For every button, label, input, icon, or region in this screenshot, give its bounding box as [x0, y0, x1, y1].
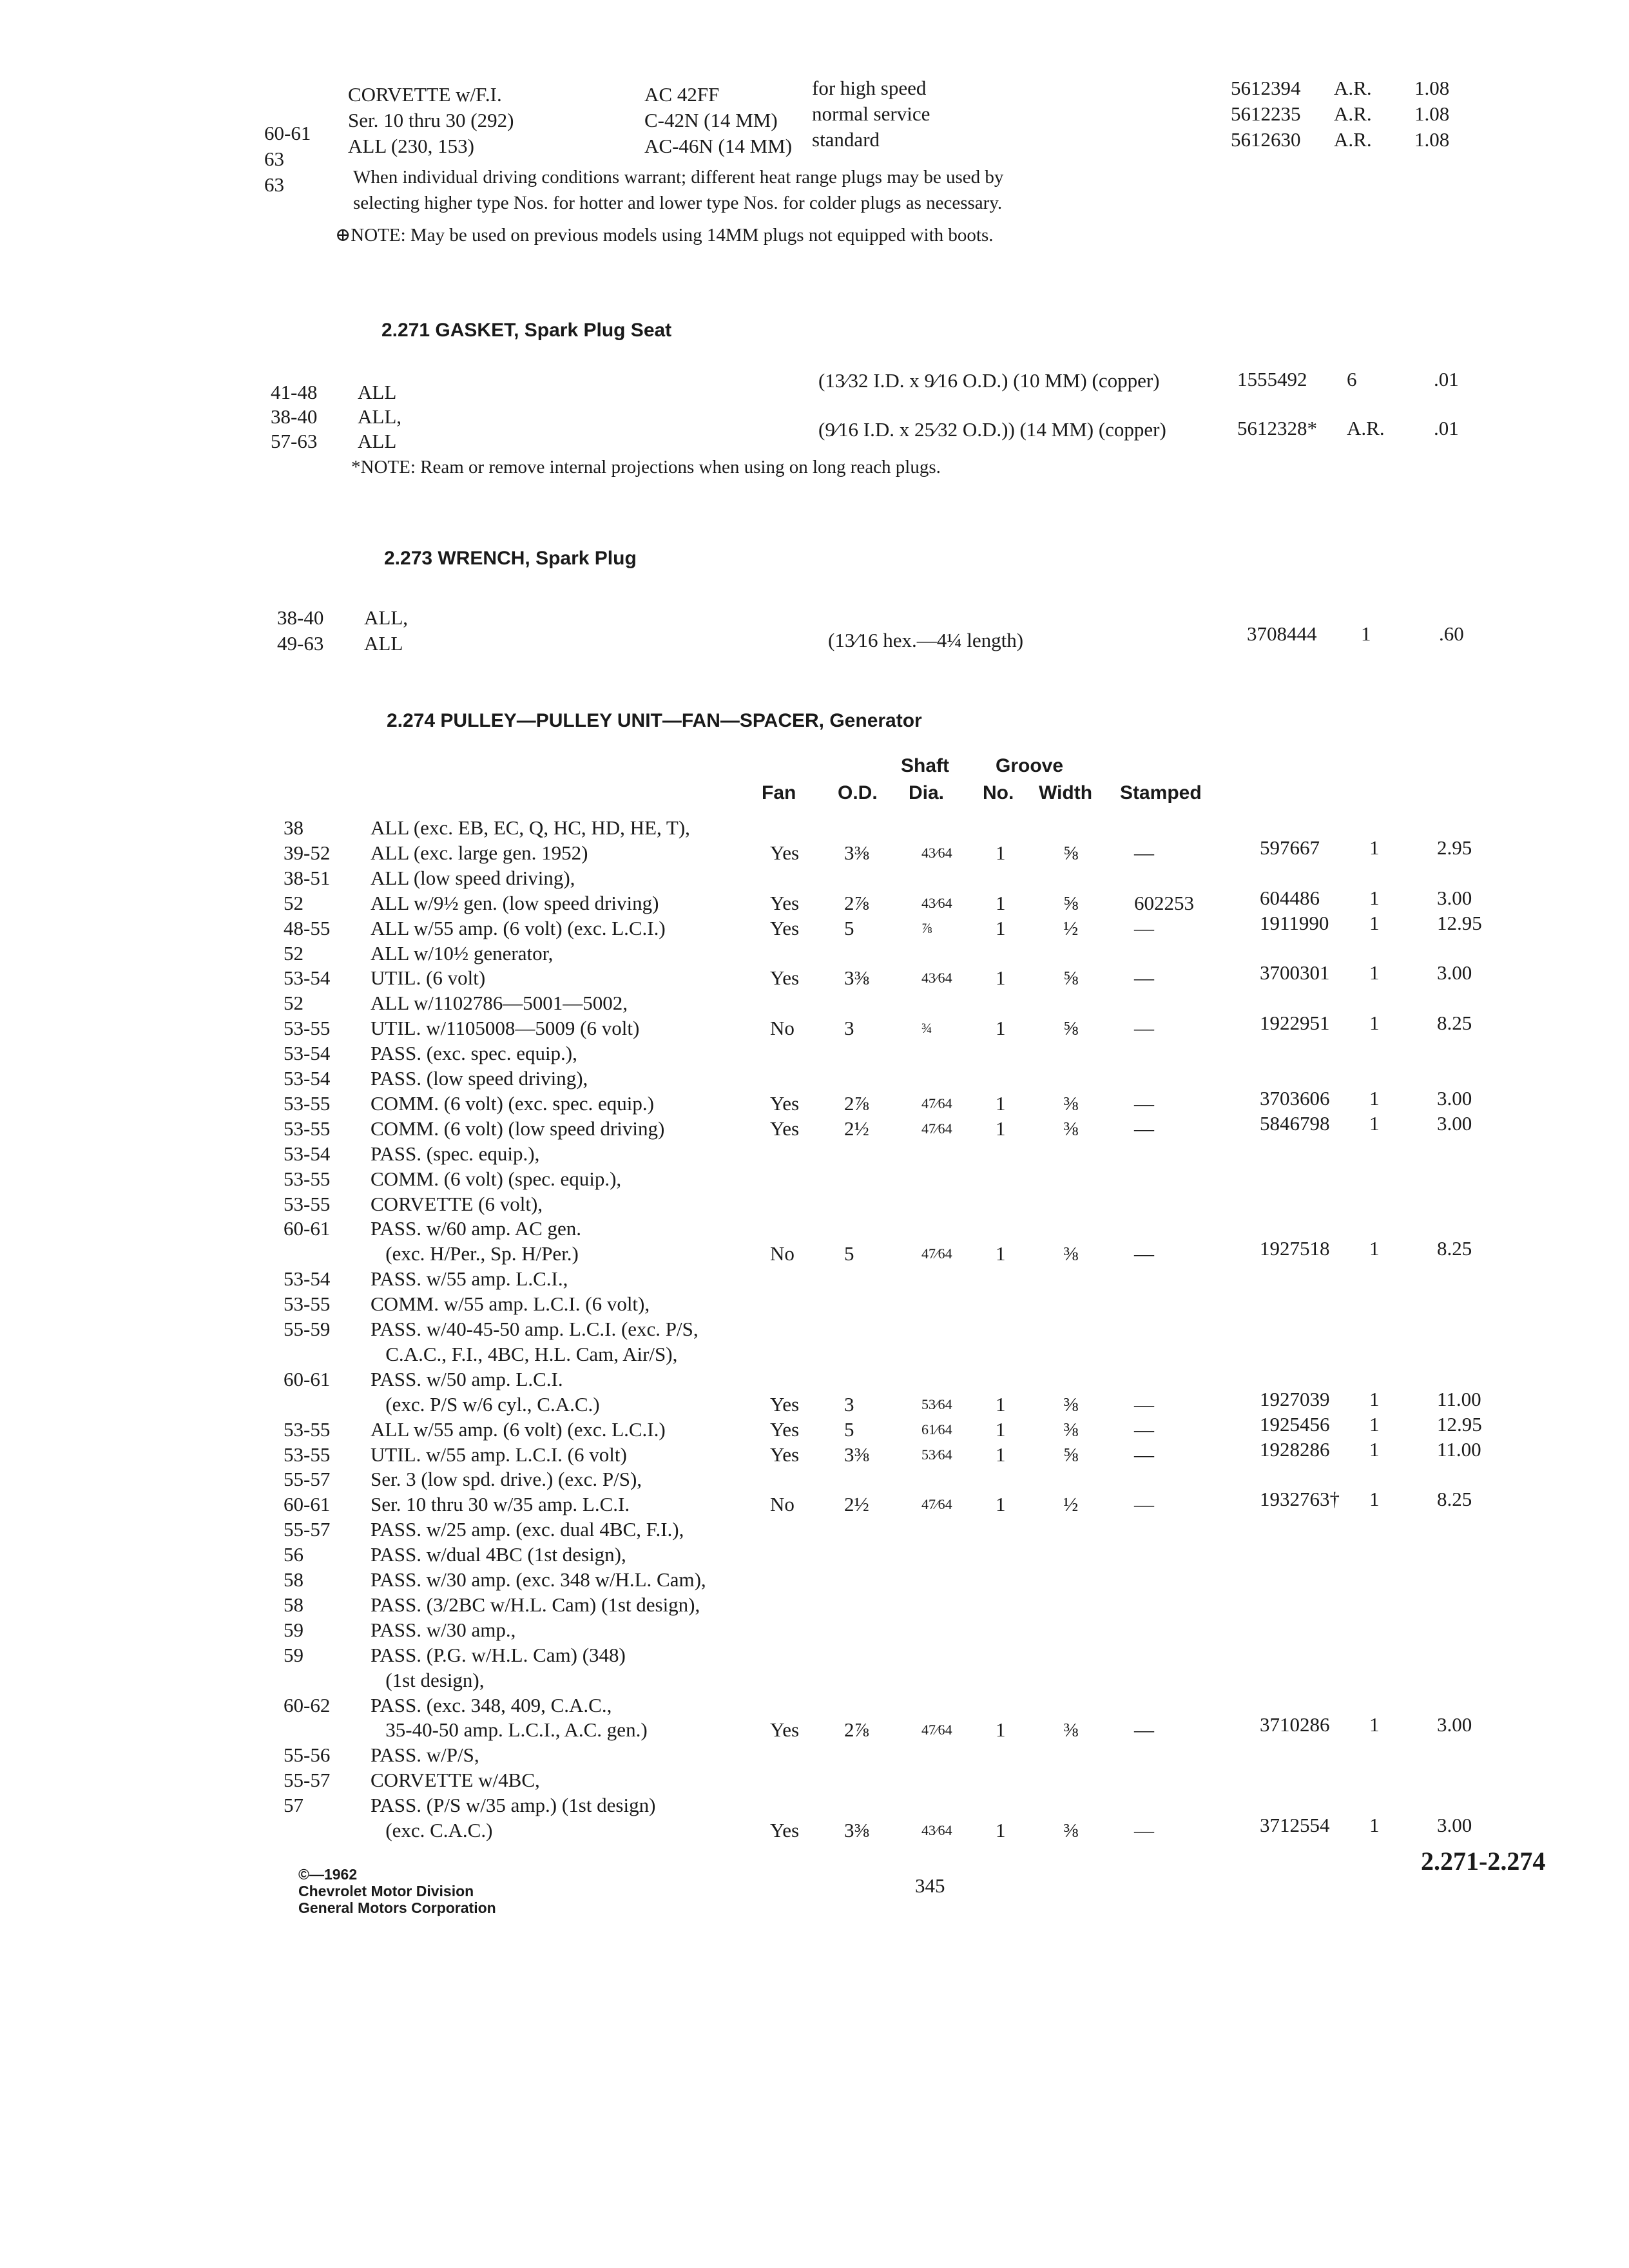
od-cell: 3⅜: [844, 1443, 869, 1466]
part-number-cell: 3700301: [1260, 961, 1330, 984]
price-cell: 2.95: [1437, 836, 1472, 859]
description-cell: (13⁄16 hex.—4¼ length): [828, 629, 1024, 651]
groove-no-cell: 1: [996, 1393, 1006, 1416]
application-cell: PASS. w/40-45-50 amp. L.C.I. (exc. P/S,: [371, 1318, 699, 1340]
part-number-cell: 3703606: [1260, 1087, 1330, 1110]
fan-cell: No: [770, 1017, 795, 1039]
groove-width-cell: ⅜: [1063, 1092, 1079, 1115]
division-line: Chevrolet Motor Division: [298, 1883, 474, 1899]
year-cell: 55-57: [284, 1518, 331, 1541]
od-cell: 3: [844, 1393, 854, 1416]
fan-cell: Yes: [770, 1718, 800, 1741]
groove-width-cell: ⅝: [1063, 966, 1079, 989]
stamped-cell: —: [1134, 1443, 1154, 1466]
description-cell: (9⁄16 I.D. x 25⁄32 O.D.)) (14 MM) (copper): [818, 418, 1166, 441]
fan-cell: Yes: [770, 1117, 800, 1140]
part-number-cell: 604486: [1260, 887, 1320, 909]
part-number-cell: 1925456: [1260, 1413, 1330, 1436]
year-cell: 55-57: [284, 1769, 331, 1791]
quantity-cell: A.R.: [1334, 128, 1372, 151]
shaft-dia-cell: 61⁄64: [921, 1421, 952, 1437]
quantity-cell: 1: [1369, 1713, 1380, 1736]
application-cell: PASS. w/50 amp. L.C.I.: [371, 1368, 563, 1390]
shaft-dia-cell: 47⁄64: [921, 1245, 952, 1262]
application-cell: Ser. 3 (low spd. drive.) (exc. P/S),: [371, 1468, 642, 1490]
part-number-cell: 3710286: [1260, 1713, 1330, 1736]
application-cell: ALL: [364, 632, 403, 655]
price-cell: 3.00: [1437, 1112, 1472, 1135]
year-cell: 53-54: [284, 966, 331, 989]
od-cell: 5: [844, 917, 854, 939]
year-cell: 48-55: [284, 917, 331, 939]
year-cell: 38-40: [271, 405, 318, 428]
shaft-dia-cell: 53⁄64: [921, 1396, 952, 1412]
shaft-dia-cell: 47⁄64: [921, 1496, 952, 1512]
part-number-cell: 1932763†: [1260, 1488, 1340, 1510]
fan-cell: Yes: [770, 1418, 800, 1441]
application-cell: ALL (exc. EB, EC, Q, HC, HD, HE, T),: [371, 816, 690, 839]
year-cell: 60-61: [284, 1493, 331, 1515]
fan-cell: Yes: [770, 1393, 800, 1416]
shaft-dia-cell: 47⁄64: [921, 1722, 952, 1738]
shaft-dia-cell: 43⁄64: [921, 970, 952, 986]
section-number: 2.271-2.274: [1421, 1847, 1546, 1876]
fan-cell: Yes: [770, 1819, 800, 1841]
quantity-cell: A.R.: [1334, 77, 1372, 99]
application-cell: PASS. w/30 amp.,: [371, 1619, 516, 1641]
year-cell: 53-55: [284, 1117, 331, 1140]
plug-note-line-3: ⊕NOTE: May be used on previous models using 14MM plugs not equipped with boots.: [335, 225, 994, 245]
wrench-heading: 2.273 WRENCH, Spark Plug: [384, 548, 637, 569]
year-cell: 49-63: [277, 632, 324, 655]
year-cell: 56: [284, 1543, 304, 1566]
year-cell: 53-55: [284, 1193, 331, 1215]
application-cell: ALL w/55 amp. (6 volt) (exc. L.C.I.): [371, 917, 666, 939]
application-cell: (exc. P/S w/6 cyl., C.A.C.): [371, 1393, 600, 1416]
quantity-cell: 1: [1361, 622, 1371, 645]
od-cell: 2½: [844, 1117, 869, 1140]
price-cell: 12.95: [1437, 912, 1482, 934]
part-number-cell: 5612328*: [1237, 417, 1317, 439]
groove-width-cell: ⅜: [1063, 1418, 1079, 1441]
application-cell: 35-40-50 amp. L.C.I., A.C. gen.): [371, 1718, 648, 1741]
price-cell: 3.00: [1437, 1814, 1472, 1836]
year-cell: 55-56: [284, 1744, 331, 1766]
stamped-cell: —: [1134, 1493, 1154, 1515]
shaft-dia-cell: 53⁄64: [921, 1446, 952, 1463]
od-cell: 3: [844, 1017, 854, 1039]
quantity-cell: 1: [1369, 1814, 1380, 1836]
year-cell: 53-55: [284, 1443, 331, 1466]
application-cell: UTIL. w/1105008—5009 (6 volt): [371, 1017, 640, 1039]
quantity-cell: A.R.: [1334, 102, 1372, 125]
quantity-cell: 6: [1347, 368, 1357, 390]
plug-type-cell: AC-46N (14 MM): [644, 135, 793, 157]
year-cell: 58: [284, 1593, 304, 1616]
price-cell: 11.00: [1437, 1438, 1481, 1461]
shaft-dia-cell: 43⁄64: [921, 895, 952, 911]
copyright-line: ©—1962: [298, 1866, 358, 1883]
application-cell: UTIL. (6 volt): [371, 966, 486, 989]
quantity-cell: 1: [1369, 961, 1380, 984]
groove-no-cell: 1: [996, 1819, 1006, 1841]
application-cell: ALL: [358, 381, 397, 403]
application-cell: PASS. w/30 amp. (exc. 348 w/H.L. Cam),: [371, 1568, 706, 1591]
year-cell: 53-54: [284, 1067, 331, 1090]
application-cell: Ser. 10 thru 30 w/35 amp. L.C.I.: [371, 1493, 630, 1515]
part-number-cell: 1927039: [1260, 1388, 1330, 1410]
application-cell: PASS. w/60 amp. AC gen.: [371, 1217, 581, 1240]
plug-type-cell: C-42N (14 MM): [644, 109, 778, 131]
part-number-cell: 1928286: [1260, 1438, 1330, 1461]
groove-width-cell: ½: [1063, 1493, 1079, 1515]
quantity-cell: 1: [1369, 887, 1380, 909]
price-cell: 3.00: [1437, 1087, 1472, 1110]
stamped-cell: —: [1134, 1017, 1154, 1039]
year-cell: 55-57: [284, 1468, 331, 1490]
year-cell: 60-62: [284, 1694, 331, 1716]
application-cell: COMM. (6 volt) (exc. spec. equip.): [371, 1092, 654, 1115]
groove-no-cell: 1: [996, 1418, 1006, 1441]
year-cell: 58: [284, 1568, 304, 1591]
part-number-cell: 1922951: [1260, 1012, 1330, 1034]
application-cell: ALL,: [364, 606, 409, 629]
application-cell: PASS. w/dual 4BC (1st design),: [371, 1543, 626, 1566]
fan-cell: Yes: [770, 841, 800, 864]
quantity-cell: 1: [1369, 1388, 1380, 1410]
part-number-cell: 5612394: [1231, 77, 1301, 99]
quantity-cell: A.R.: [1347, 417, 1385, 439]
column-header-dia: Dia.: [909, 782, 945, 803]
application-cell: COMM. (6 volt) (spec. equip.),: [371, 1168, 622, 1190]
groove-no-cell: 1: [996, 966, 1006, 989]
fan-cell: Yes: [770, 917, 800, 939]
part-number-cell: 1911990: [1260, 912, 1329, 934]
quantity-cell: 1: [1369, 1087, 1380, 1110]
stamped-cell: —: [1134, 1393, 1154, 1416]
groove-width-cell: ⅝: [1063, 1443, 1079, 1466]
description-cell: (13⁄32 I.D. x 9⁄16 O.D.) (10 MM) (copper): [818, 369, 1160, 392]
groove-no-cell: 1: [996, 1017, 1006, 1039]
part-number-cell: 5846798: [1260, 1112, 1330, 1135]
column-header-stamped: Stamped: [1120, 782, 1202, 803]
year-cell: 60-61: [284, 1368, 331, 1390]
stamped-cell: —: [1134, 1718, 1154, 1741]
year-cell: 52: [284, 892, 304, 914]
quantity-cell: 1: [1369, 1438, 1380, 1461]
price-cell: 11.00: [1437, 1388, 1481, 1410]
application-cell: CORVETTE w/F.I.: [348, 83, 502, 106]
application-cell: CORVETTE (6 volt),: [371, 1193, 543, 1215]
groove-width-cell: ½: [1063, 917, 1079, 939]
part-number-cell: 597667: [1260, 836, 1320, 859]
year-cell: 53-54: [284, 1142, 331, 1165]
quantity-cell: 1: [1369, 1488, 1380, 1510]
stamped-cell: —: [1134, 1092, 1154, 1115]
part-number-cell: 5612235: [1231, 102, 1301, 125]
quantity-cell: 1: [1369, 1012, 1380, 1034]
application-cell: ALL: [358, 430, 397, 452]
year-cell: 55-59: [284, 1318, 331, 1340]
year-cell: 53-55: [284, 1418, 331, 1441]
year-cell: 53-55: [284, 1092, 331, 1115]
stamped-cell: 602253: [1134, 892, 1194, 914]
price-cell: 8.25: [1437, 1012, 1472, 1034]
part-number-cell: 1555492: [1237, 368, 1307, 390]
groove-width-cell: ⅜: [1063, 1393, 1079, 1416]
shaft-dia-cell: 43⁄64: [921, 1822, 952, 1838]
application-cell: CORVETTE w/4BC,: [371, 1769, 540, 1791]
od-cell: 3⅜: [844, 841, 869, 864]
column-header-width: Width: [1039, 782, 1093, 803]
groove-no-cell: 1: [996, 841, 1006, 864]
quantity-cell: 1: [1369, 1413, 1380, 1436]
year-cell: 53-55: [284, 1017, 331, 1039]
year-cell: 53-54: [284, 1267, 331, 1290]
od-cell: 2½: [844, 1493, 869, 1515]
application-cell: COMM. w/55 amp. L.C.I. (6 volt),: [371, 1293, 650, 1315]
year-cell: 59: [284, 1619, 304, 1641]
year-cell: 59: [284, 1644, 304, 1666]
od-cell: 3⅜: [844, 1819, 869, 1841]
shaft-dia-cell: 47⁄64: [921, 1120, 952, 1137]
groove-width-cell: ⅜: [1063, 1819, 1079, 1841]
shaft-dia-cell: 43⁄64: [921, 845, 952, 861]
price-cell: 12.95: [1437, 1413, 1482, 1436]
application-cell: (exc. H/Per., Sp. H/Per.): [371, 1242, 579, 1265]
application-cell: ALL w/9½ gen. (low speed driving): [371, 892, 659, 914]
application-cell: ALL (230, 153): [348, 135, 475, 157]
corporation-line: General Motors Corporation: [298, 1899, 496, 1916]
application-cell: ALL w/55 amp. (6 volt) (exc. L.C.I.): [371, 1418, 666, 1441]
stamped-cell: —: [1134, 966, 1154, 989]
fan-cell: No: [770, 1242, 795, 1265]
application-cell: PASS. w/55 amp. L.C.I.,: [371, 1267, 568, 1290]
od-cell: 5: [844, 1242, 854, 1265]
groove-no-cell: 1: [996, 1443, 1006, 1466]
groove-no-cell: 1: [996, 1718, 1006, 1741]
stamped-cell: —: [1134, 1242, 1154, 1265]
fan-cell: Yes: [770, 892, 800, 914]
description-cell: standard: [812, 128, 880, 151]
description-cell: normal service: [812, 102, 930, 125]
page-number: 345: [915, 1874, 945, 1897]
year-cell: 60-61: [284, 1217, 331, 1240]
fan-cell: Yes: [770, 1092, 800, 1115]
groove-no-cell: 1: [996, 1092, 1006, 1115]
plug-note-line-1: When individual driving conditions warrant; different heat range plugs may be used by: [353, 167, 1004, 187]
year-cell: 39-52: [284, 841, 331, 864]
groove-width-cell: ⅝: [1063, 1017, 1079, 1039]
application-cell: PASS. (3/2BC w/H.L. Cam) (1st design),: [371, 1593, 700, 1616]
fan-cell: No: [770, 1493, 795, 1515]
price-cell: 8.25: [1437, 1488, 1472, 1510]
price-cell: .01: [1434, 417, 1459, 439]
pulley-heading: 2.274 PULLEY—PULLEY UNIT—FAN—SPACER, Generator: [387, 710, 922, 731]
plug-note-line-2: selecting higher type Nos. for hotter and lower type Nos. for colder plugs as necessary.: [353, 193, 1003, 213]
part-number-cell: 5612630: [1231, 128, 1301, 151]
application-cell: ALL w/10½ generator,: [371, 942, 554, 965]
groove-width-cell: ⅜: [1063, 1718, 1079, 1741]
quantity-cell: 1: [1369, 1112, 1380, 1135]
application-cell: PASS. w/25 amp. (exc. dual 4BC, F.I.),: [371, 1518, 684, 1541]
groove-no-cell: 1: [996, 917, 1006, 939]
groove-width-cell: ⅝: [1063, 841, 1079, 864]
shaft-dia-cell: 47⁄64: [921, 1095, 952, 1111]
year-cell: 38-51: [284, 867, 331, 889]
price-cell: 1.08: [1414, 77, 1450, 99]
column-header-od: O.D.: [838, 782, 878, 803]
application-cell: (1st design),: [371, 1669, 485, 1691]
part-number-cell: 1927518: [1260, 1237, 1330, 1260]
column-header-fan: Fan: [762, 782, 796, 803]
groove-width-cell: ⅜: [1063, 1117, 1079, 1140]
od-cell: 3⅜: [844, 966, 869, 989]
price-cell: .01: [1434, 368, 1459, 390]
quantity-cell: 1: [1369, 836, 1380, 859]
groove-width-cell: ⅝: [1063, 892, 1079, 914]
stamped-cell: —: [1134, 1418, 1154, 1441]
year-cell: 60-61: [264, 122, 311, 144]
year-cell: 52: [284, 992, 304, 1014]
plug-type-cell: AC 42FF: [644, 83, 720, 106]
application-cell: COMM. (6 volt) (low speed driving): [371, 1117, 665, 1140]
column-header-shaft: Shaft: [901, 755, 949, 776]
year-cell: 63: [264, 173, 284, 196]
shaft-dia-cell: ¾: [921, 1020, 932, 1036]
application-cell: PASS. (P/S w/35 amp.) (1st design): [371, 1794, 656, 1816]
year-cell: 63: [264, 148, 284, 170]
fan-cell: Yes: [770, 966, 800, 989]
part-number-cell: 3708444: [1247, 622, 1317, 645]
column-header-groove: Groove: [996, 755, 1064, 776]
price-cell: 3.00: [1437, 1713, 1472, 1736]
year-cell: 57: [284, 1794, 304, 1816]
part-number-cell: 3712554: [1260, 1814, 1330, 1836]
application-cell: (exc. C.A.C.): [371, 1819, 493, 1841]
application-cell: UTIL. w/55 amp. L.C.I. (6 volt): [371, 1443, 627, 1466]
application-cell: ALL (exc. large gen. 1952): [371, 841, 588, 864]
price-cell: .60: [1439, 622, 1464, 645]
year-cell: 41-48: [271, 381, 318, 403]
application-cell: C.A.C., F.I., 4BC, H.L. Cam, Air/S),: [371, 1343, 678, 1365]
stamped-cell: —: [1134, 917, 1154, 939]
year-cell: 57-63: [271, 430, 318, 452]
year-cell: 52: [284, 942, 304, 965]
groove-no-cell: 1: [996, 1117, 1006, 1140]
description-cell: for high speed: [812, 77, 927, 99]
price-cell: 1.08: [1414, 128, 1450, 151]
stamped-cell: —: [1134, 1819, 1154, 1841]
od-cell: 2⅞: [844, 892, 869, 914]
year-cell: 53-54: [284, 1042, 331, 1064]
year-cell: 38-40: [277, 606, 324, 629]
column-header-no: No.: [983, 782, 1014, 803]
price-cell: 3.00: [1437, 887, 1472, 909]
quantity-cell: 1: [1369, 1237, 1380, 1260]
groove-no-cell: 1: [996, 1493, 1006, 1515]
application-cell: ALL,: [358, 405, 402, 428]
price-cell: 3.00: [1437, 961, 1472, 984]
fan-cell: Yes: [770, 1443, 800, 1466]
price-cell: 8.25: [1437, 1237, 1472, 1260]
year-cell: 53-55: [284, 1293, 331, 1315]
price-cell: 1.08: [1414, 102, 1450, 125]
application-cell: PASS. (P.G. w/H.L. Cam) (348): [371, 1644, 626, 1666]
year-cell: 53-55: [284, 1168, 331, 1190]
quantity-cell: 1: [1369, 912, 1380, 934]
stamped-cell: —: [1134, 1117, 1154, 1140]
application-cell: Ser. 10 thru 30 (292): [348, 109, 514, 131]
year-cell: 38: [284, 816, 304, 839]
gasket-heading: 2.271 GASKET, Spark Plug Seat: [381, 320, 672, 341]
groove-no-cell: 1: [996, 892, 1006, 914]
groove-width-cell: ⅜: [1063, 1242, 1079, 1265]
application-cell: PASS. (spec. equip.),: [371, 1142, 540, 1165]
application-cell: PASS. w/P/S,: [371, 1744, 479, 1766]
stamped-cell: —: [1134, 841, 1154, 864]
shaft-dia-cell: ⅞: [921, 920, 932, 936]
od-cell: 2⅞: [844, 1718, 869, 1741]
application-cell: PASS. (exc. 348, 409, C.A.C.,: [371, 1694, 612, 1716]
gasket-note: *NOTE: Ream or remove internal projections when using on long reach plugs.: [351, 457, 941, 477]
groove-no-cell: 1: [996, 1242, 1006, 1265]
application-cell: PASS. (low speed driving),: [371, 1067, 588, 1090]
od-cell: 5: [844, 1418, 854, 1441]
application-cell: PASS. (exc. spec. equip.),: [371, 1042, 577, 1064]
application-cell: ALL (low speed driving),: [371, 867, 575, 889]
application-cell: ALL w/1102786—5001—5002,: [371, 992, 628, 1014]
od-cell: 2⅞: [844, 1092, 869, 1115]
